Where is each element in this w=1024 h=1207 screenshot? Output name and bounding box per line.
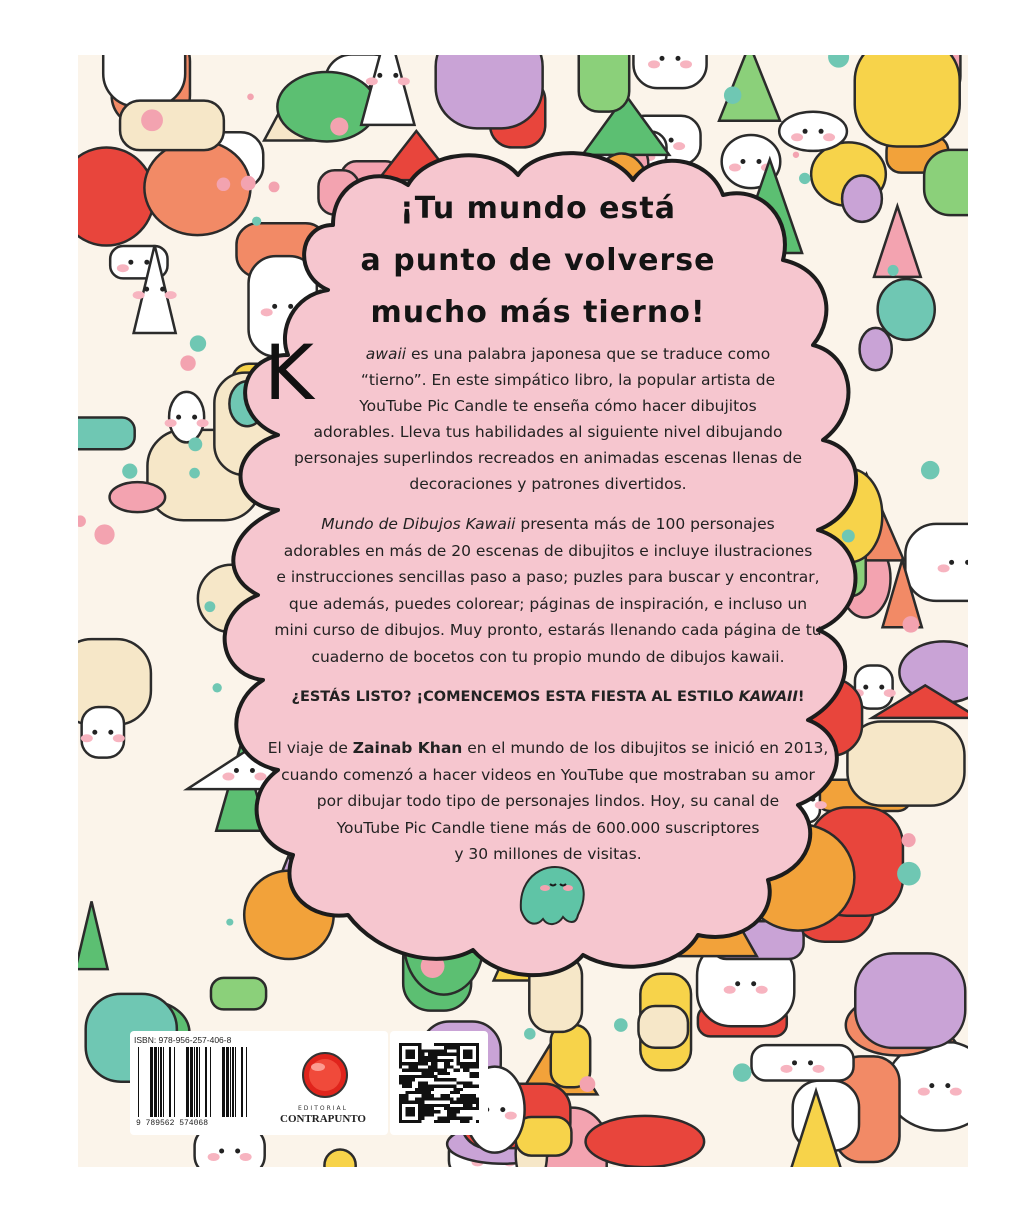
callout-text: ¿ESTÁS LISTO? ¡COMENCEMOS ESTA FIESTA AL ESTILO (291, 689, 739, 705)
author-lead: El viaje de (267, 739, 353, 757)
book-title: Mundo de Dibujos Kawaii (321, 515, 516, 533)
features-line-4: que además, puedes colorear; páginas de inspiración, e incluso un (288, 594, 808, 613)
intro-line-3: YouTube Pic Candle te enseña cómo hacer dibujitos (359, 397, 757, 415)
callout-end: ! (797, 689, 805, 705)
isbn-text: ISBN: 978-956-257-406-8 (134, 1035, 232, 1045)
barcode-icon (136, 1047, 251, 1117)
author-line-4: YouTube Pic Candle tiene más de 600.000 suscriptores (336, 818, 760, 837)
headline-line-2: a punto de volverse (360, 243, 716, 278)
headline-line-3: mucho más tierno! (370, 295, 706, 330)
intro-line-1: es una palabra japonesa que se traduce como (406, 345, 771, 363)
features-line-5: mini curso de dibujos. Muy pronto, estarás llenando cada página de tu (274, 621, 822, 639)
author-name: Zainab Khan (352, 739, 463, 757)
author-line-5: y 30 millones de visitas. (454, 845, 642, 863)
intro-line-4: adorables. Lleva tus habilidades al siguiente nivel dibujando (313, 423, 783, 441)
book-back-cover (78, 55, 968, 1167)
qr-code-panel (390, 1031, 488, 1135)
isbn-barcode-panel (130, 1031, 388, 1135)
intro-line-5: personajes superlindos recreados en animadas escenas llenas de (293, 449, 803, 467)
headline (348, 183, 728, 339)
drop-cap: K (264, 328, 314, 417)
intro-line-2: “tierno”. En este simpático libro, la popular artista de (360, 371, 776, 389)
barcode-digits: 9 789562 574068 (136, 1119, 209, 1128)
headline-line-1: ¡Tu mundo está (400, 191, 676, 226)
features-line-6: cuaderno de bocetos con tu propio mundo de dibujos kawaii. (311, 647, 785, 666)
features-paragraph (258, 511, 838, 670)
intro-line-6: decoraciones y patrones divertidos. (409, 475, 687, 493)
author-line-3: por dibujar todo tipo de personajes lindos. Hoy, su canal de (316, 792, 780, 810)
kawaii-word: awaii (365, 345, 407, 363)
features-line-2: adorables en más de 20 escenas de dibujitos e incluye ilustraciones (283, 541, 813, 560)
author-line-2: cuando comenzó a hacer videos en YouTube que mostraban su amor (281, 765, 815, 784)
intro-paragraph (263, 341, 833, 497)
features-line-3: e instrucciones sencillas paso a paso; puzles para buscar y encontrar, (276, 568, 820, 586)
qr-code-icon (399, 1043, 479, 1123)
callout (248, 687, 848, 707)
features-line-1: presenta más de 100 personajes (515, 515, 775, 533)
publisher-label-small: EDITORIAL (298, 1105, 348, 1112)
author-line-1: en el mundo de los dibujitos se inició en 2013, (462, 739, 829, 757)
author-paragraph (258, 735, 838, 868)
callout-kawaii: KAWAII (738, 689, 798, 705)
publisher-name: CONTRAPUNTO (280, 1113, 366, 1125)
